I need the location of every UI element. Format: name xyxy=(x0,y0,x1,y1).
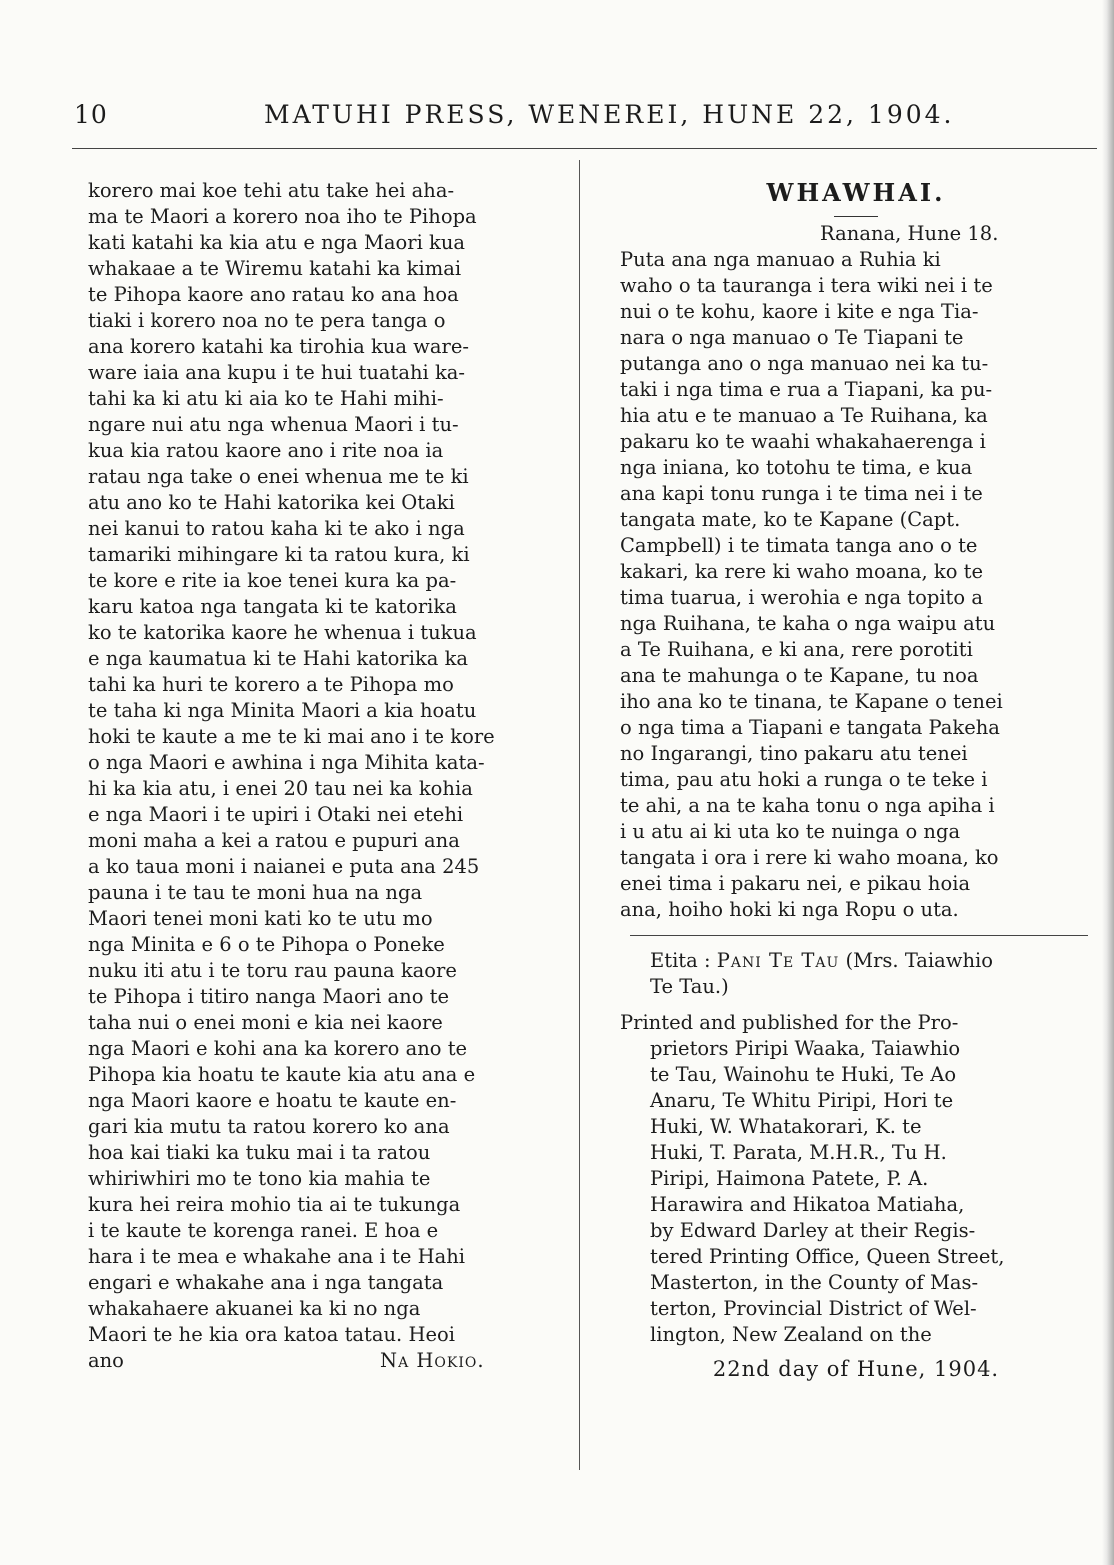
page-number: 10 xyxy=(74,100,108,129)
masthead-title: MATUHI PRESS, WENEREI, HUNE 22, 1904. xyxy=(264,100,955,129)
signoff-name: Na Hokio. xyxy=(380,1349,485,1372)
editor-label: Etita : xyxy=(650,949,711,972)
editor-name: Pani Te Tau xyxy=(716,949,840,972)
article-body: Puta ana nga manuao a Ruhia ki waho o ta tauranga i tera wiki nei i te nui o te kohu, kaore i kite e nga Tia- nara o nga manuao o Te Tiapani te putanga ano o nga manuao nei ka tu- taki i nga tima e rua a Tiapani, ka pu- hia atu e te manuao a Te Ruihana, ka pakaru ko te waahi whakahaerenga i nga iniana, ko totohu te tima, e kua ana kapi tonu runga i te tima nei i te tangata mate, ko te Kapane (Capt. Campbell) i te timata tanga ano o te kakari, ka rere ki waho moana, ko te tima tuarua, i werohia e nga topito a nga Ruihana, te kaha o nga waipu atu a Te Ruihana, e ki ana, rere porotiti ana te mahunga o te Kapane, tu noa iho ana ko te tinana, te Kapane o tenei o nga tima a Tiapani e tangata Pakeha no Ingarangi, tino pakaru atu tenei tima, pau atu hoki a runga o te teke i te ahi, a na te kaha tonu o nga apiha i i u atu ai ki uta ko te nuinga o nga tangata i ora i rere ki waho moana, ko enei tima i pakaru nei, e pikau hoia ana, hoiho hoki ki nga Ropu o uta. xyxy=(620,248,1003,921)
left-column xyxy=(88,178,540,1374)
column-divider xyxy=(579,160,580,1470)
section-rule xyxy=(630,935,1088,936)
header-rule xyxy=(72,148,1097,149)
letter-body: korero mai koe tehi atu take hei aha- ma te Maori a korero noa iho te Pihopa kati katahi ka kia atu e nga Maori kua whakaae a te Wiremu katahi ka kimai te Pihopa kaore ano ratau ko ana hoa tiaki i korero noa no te pera tanga o ana korero katahi ka tirohia kua ware- ware iaia ana kupu i te hui tuatahi ka- tahi ka ki atu ki aia ko te Hahi mihi- ngare nui atu nga whenua Maori i tu- kua kia ratou kaore ano i rite noa ia ratau nga take o enei whenua me te ki atu ano ko te Hahi katorika kei Otaki nei kanui to ratou kaha ki te ako i nga tamariki mihingare ki ta ratou kura, ki te kore e rite ia koe tenei kura ka pa- karu katoa nga tangata ki te katorika ko te katorika kaore he whenua i tukua e nga kaumatua ki te Hahi katorika ka tahi ka huri te korero a te Pihopa mo te taha ki nga Minita Maori a kia hoatu hoki te kaute a me te ki mai ano i te kore o nga Maori e awhina i nga Mihita kata- hi ka kia atu, i enei 20 tau nei ka kohia e nga Maori i te upiri i Otaki nei etehi moni maha a kei a ratou e pupuri ana a ko taua moni i naianei e puta ana 245 pauna i te tau te moni hua na nga Maori tenei moni kati ko te utu mo nga Minita e 6 o te Pihopa o Poneke nuku iti atu i te toru rau pauna kaore te Pihopa i titiro nanga Maori ano te taha nui o enei moni e kia nei kaore nga Maori e kohi ana ka korero ano te Pihopa kia hoatu te kaute kia atu ana e nga Maori kaore e hoatu te kaute en- gari kia mutu ta ratou korero ko ana hoa kai tiaki ka tuku mai i ta ratou whiriwhiri mo te tono kia mahia te kura hei reira mohio tia ai te tukunga i te kaute te korenga ranei. E hoa e hara i te mea e whakahe ana i te Hahi engari e whakahe ana i nga tangata whakahaere akuanei ka ki no nga Maori te he kia ora katoa tatau. Heoi xyxy=(88,179,495,1346)
imprint-date: 22nd day of Hune, 1904. xyxy=(712,1357,1000,1381)
imprint-first-line: Printed and published for the Pro- xyxy=(620,1011,959,1034)
page-edge-shadow xyxy=(1102,0,1114,1565)
imprint-body: prietors Piripi Waaka, Taiawhio te Tau, Wainohu te Huki, Te Ao Anaru, Te Whitu Piripi, Hori te Huki, W. Whatakorari, K. te Huki, T. Parata, M.H.R., Tu H. Piripi, Haimona Patete, P. A. Harawira and Hikatoa Matiaha, by Edward Darley at their Regis- tered Printing Office, Queen Street, Masterton, in the County of Mas- terton, Provincial District of Wel- lington, New Zealand on the xyxy=(650,1037,1005,1346)
page-header xyxy=(74,100,1074,136)
article-dateline: Ranana, Hune 18. xyxy=(820,222,999,245)
editor-credit xyxy=(650,948,1092,1000)
article-headline: WHAWHAI. xyxy=(766,178,946,207)
letter-signoff xyxy=(88,1348,540,1374)
headline-rule xyxy=(834,216,878,217)
signoff-word: ano xyxy=(88,1349,124,1372)
editor-note: (Mrs. Taiawhio Te Tau.) xyxy=(650,949,994,998)
right-column xyxy=(620,176,1092,1382)
